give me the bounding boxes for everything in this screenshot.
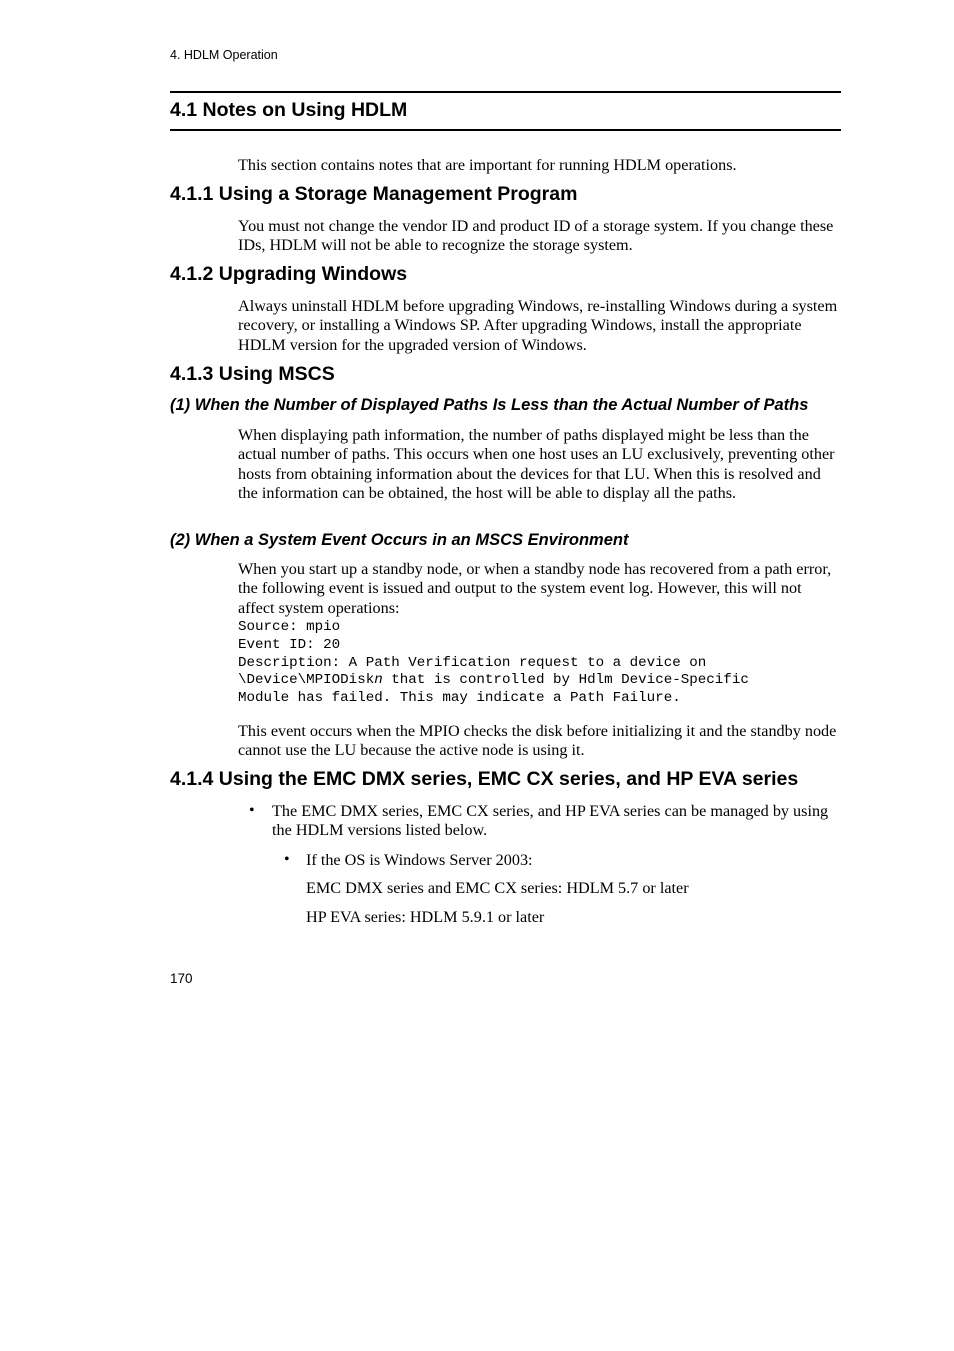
bullet-emc-hp-managed: The EMC DMX series, EMC CX series, and HP EVA series can be managed by using the HDLM versions listed below. xyxy=(272,802,829,840)
code-line-description: Description: A Path Verification request to a device on xyxy=(238,654,707,671)
paragraph-4-1-1: You must not change the vendor ID and product ID of a storage system. If you change these IDs, HDLM will not be able to recognize the storage system. xyxy=(238,217,834,255)
heading-4-1-4: 4.1.4 Using the EMC DMX series, EMC CX series, and HP EVA series xyxy=(170,768,799,790)
code-line-event-id: Event ID: 20 xyxy=(238,636,341,653)
event-log-code xyxy=(238,619,749,708)
subheading-system-event: (2) When a System Event Occurs in an MSCS Environment xyxy=(170,531,629,549)
page-number: 170 xyxy=(170,971,193,986)
section-top-rule xyxy=(170,91,841,93)
heading-4-1-1: 4.1.1 Using a Storage Management Program xyxy=(170,183,578,205)
running-header: 4. HDLM Operation xyxy=(170,48,278,62)
line-emc-version: EMC DMX series and EMC CX series: HDLM 5.7 or later xyxy=(306,879,689,897)
code-line-source: Source: mpio xyxy=(238,619,341,635)
paragraph-system-event: When you start up a standby node, or when a standby node has recovered from a path error, the following event is issued and output to the system event log. However, this will not affect system operations: xyxy=(238,560,832,617)
bullet-windows-server-2003: If the OS is Windows Server 2003: xyxy=(306,851,533,869)
section-title: 4.1 Notes on Using HDLM xyxy=(170,99,408,121)
heading-4-1-2: 4.1.2 Upgrading Windows xyxy=(170,263,408,285)
code-line-device-prefix: \Device\MPIODisk xyxy=(238,672,375,689)
line-hp-version: HP EVA series: HDLM 5.9.1 or later xyxy=(306,908,545,926)
subheading-displayed-paths: (1) When the Number of Displayed Paths Is Less than the Actual Number of Paths xyxy=(170,396,809,414)
section-bottom-rule xyxy=(170,129,841,131)
section-intro: This section contains notes that are important for running HDLM operations. xyxy=(238,156,737,174)
bullet-marker: • xyxy=(284,851,290,868)
code-line-module: Module has failed. This may indicate a Path Failure. xyxy=(238,690,681,707)
heading-4-1-3: 4.1.3 Using MSCS xyxy=(170,363,335,385)
paragraph-4-1-2: Always uninstall HDLM before upgrading Windows, re-installing Windows during a system recovery, or installing a Windows SP. After upgrading Windows, install the appropriate HDLM version for the upgraded version of Windows. xyxy=(238,297,838,354)
paragraph-displayed-paths: When displaying path information, the number of paths displayed might be less than the actual number of paths. This occurs when one host uses an LU exclusively, preventing other hosts from obtaining information about the devices for that LU. When this is resolved and the information can be obtained, the host will be able to display all the paths. xyxy=(238,426,835,502)
code-line-device-suffix: that is controlled by Hdlm Device-Specific xyxy=(382,672,749,689)
paragraph-event-explanation: This event occurs when the MPIO checks the disk before initializing it and the standby node cannot use the LU because the active node is using it. xyxy=(238,722,837,760)
bullet-marker: • xyxy=(249,802,255,819)
code-variable-n: n xyxy=(374,672,383,689)
